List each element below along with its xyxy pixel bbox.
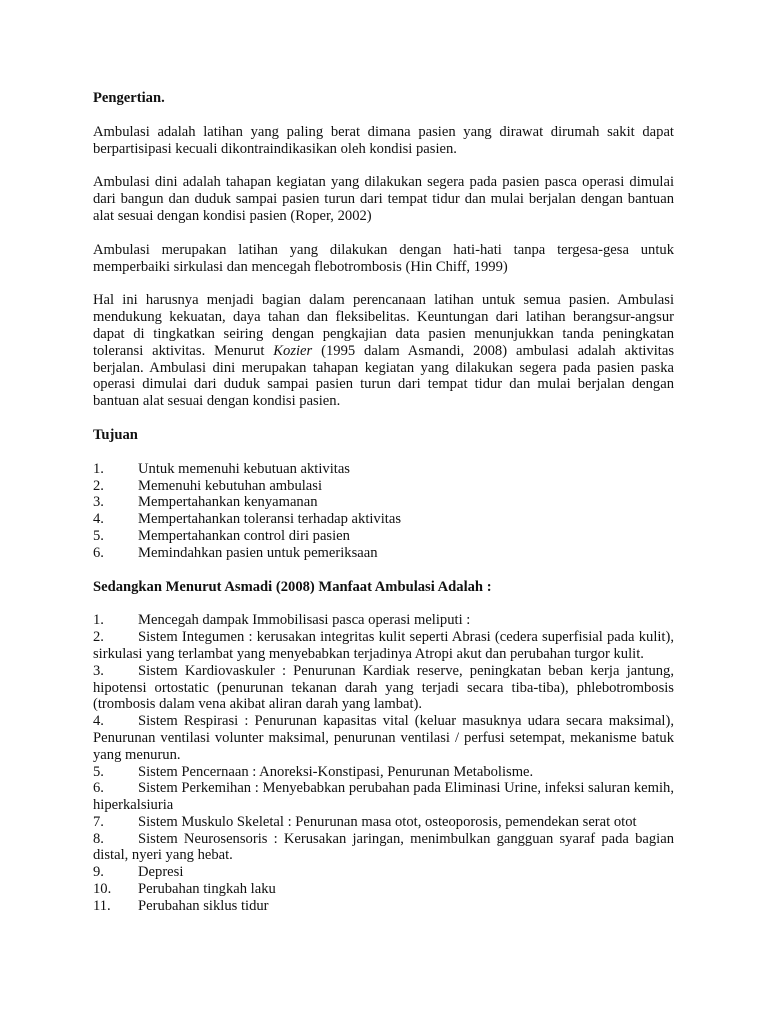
list-item bbox=[93, 814, 674, 831]
list-item-text: Sistem Neurosensoris : Kerusakan jaringan, menimbulkan gangguan syaraf pada bagian distal, nyeri yang hebat. bbox=[93, 830, 674, 864]
paragraph-4-part-a: Hal ini harusnya menjadi bagian dalam perencanaan latihan untuk semua pasien. Ambulasi mendukung kekuatan, daya tahan dan fleksibelitas. Keuntungan dari latihan berangsur-angsur dapat di tingkatkan seiring dengan pengkajian data pasien menunjukkan tanda peningkatan toleransi aktivitas. Menurut bbox=[93, 292, 674, 359]
list-item-text: Memindahkan pasien untuk pemeriksaan bbox=[138, 544, 378, 561]
list-item-text: Perubahan tingkah laku bbox=[138, 881, 276, 898]
list-item-text: Memenuhi kebutuhan ambulasi bbox=[138, 477, 323, 494]
list-item-number: 7. bbox=[93, 813, 104, 830]
list-item-text: Untuk memenuhi kebutuan aktivitas bbox=[138, 460, 350, 477]
list-item-text: Mempertahankan kenyamanan bbox=[138, 494, 318, 511]
list-item-text: Sistem Respirasi : Penurunan kapasitas vital (keluar masuknya udara secara maksimal), Penurunan ventilasi volunter maksimal, penurunan ventilasi / perfusi setempat, mekanisme batuk yang menurun. bbox=[93, 713, 674, 763]
paragraph-4 bbox=[93, 292, 674, 410]
list-item-number: 10. bbox=[93, 881, 112, 898]
list-item-number: 5. bbox=[93, 527, 104, 544]
paragraph-4-part-b: (1995 dalam Asmandi, 2008) ambulasi adalah aktivitas berjalan. Ambulasi dini merupakan tahapan kegiatan yang dilakukan segera pada pasien paska operasi dimulai dari duduk sampai pasien turun dari tempat tidur dan mulai berjalan dengan bantuan alat sesuai dengan kondisi pasien. bbox=[93, 342, 674, 410]
tujuan-list bbox=[93, 461, 674, 562]
list-item-number: 11. bbox=[93, 897, 111, 914]
list-item-number: 4. bbox=[93, 713, 104, 730]
heading-manfaat: Sedangkan Menurut Asmadi (2008) Manfaat Ambulasi Adalah : bbox=[93, 578, 492, 595]
list-item bbox=[93, 764, 674, 781]
list-item bbox=[93, 494, 674, 511]
list-item bbox=[93, 831, 674, 865]
list-item-number: 6. bbox=[93, 780, 104, 797]
list-item bbox=[93, 612, 674, 629]
list-item-text: Sistem Pencernaan : Anoreksi-Konstipasi, Penurunan Metabolisme. bbox=[138, 763, 534, 780]
list-item-number: 1. bbox=[93, 612, 104, 629]
list-item bbox=[93, 713, 674, 763]
list-item bbox=[93, 780, 674, 814]
list-item-number: 5. bbox=[93, 763, 104, 780]
list-item-number: 1. bbox=[93, 460, 104, 477]
list-item-text: Mempertahankan control diri pasien bbox=[138, 527, 350, 544]
list-item-text: Sistem Kardiovaskuler : Penurunan Kardiak reserve, peningkatan beban kerja jantung, hipotensi ortostatic (penurunan tekanan darah yang terjadi secara tiba-tiba), phlebotrombosis (trombosis dalam vena akibat aliran darah yang lambat). bbox=[93, 662, 674, 713]
list-item-number: 8. bbox=[93, 830, 104, 847]
list-item-text: Mempertahankan toleransi terhadap aktivitas bbox=[138, 511, 401, 528]
list-item-text: Depresi bbox=[138, 864, 184, 881]
list-item-text: Mencegah dampak Immobilisasi pasca operasi meliputi : bbox=[138, 612, 471, 629]
list-item-number: 2. bbox=[93, 477, 104, 494]
list-item bbox=[93, 528, 674, 545]
list-item bbox=[93, 864, 674, 881]
list-item bbox=[93, 511, 674, 528]
list-item-number: 9. bbox=[93, 864, 104, 881]
paragraph-4-italic: Kozier bbox=[273, 342, 313, 359]
list-item bbox=[93, 478, 674, 495]
list-item-number: 2. bbox=[93, 629, 104, 646]
heading-pengertian: Pengertian. bbox=[93, 90, 165, 106]
heading-tujuan: Tujuan bbox=[93, 426, 138, 443]
document-page bbox=[93, 90, 674, 915]
paragraph-1: Ambulasi adalah latihan yang paling berat dimana pasien yang dirawat dirumah sakit dapat berpartisipasi kecuali dikontraindikasikan oleh kondisi pasien. bbox=[93, 123, 674, 157]
list-item bbox=[93, 629, 674, 663]
list-item-number: 3. bbox=[93, 494, 104, 511]
list-item bbox=[93, 545, 674, 562]
list-item-text: Sistem Perkemihan : Menyebabkan perubahan pada Eliminasi Urine, infeksi saluran kemih, hiperkalsiuria bbox=[93, 780, 674, 814]
list-item bbox=[93, 898, 674, 915]
list-item-number: 6. bbox=[93, 544, 104, 561]
list-item bbox=[93, 881, 674, 898]
list-item bbox=[93, 461, 674, 478]
manfaat-list bbox=[93, 612, 674, 914]
list-item-text: Perubahan siklus tidur bbox=[138, 897, 269, 914]
paragraph-3: Ambulasi merupakan latihan yang dilakukan dengan hati-hati tanpa tergesa-gesa untuk memperbaiki sirkulasi dan mencegah flebotrombosis (Hin Chiff, 1999) bbox=[93, 241, 674, 275]
list-item-number: 4. bbox=[93, 511, 104, 528]
paragraph-2: Ambulasi dini adalah tahapan kegiatan yang dilakukan segera pada pasien pasca operasi dimulai dari bangun dan duduk sampai pasien turun dari tempat tidur dan mulai berjalan dengan bantuan alat sesuai dengan kondisi pasien (Roper, 2002) bbox=[93, 174, 674, 224]
list-item-text: Sistem Muskulo Skeletal : Penurunan masa otot, osteoporosis, pemendekan serat otot bbox=[138, 813, 637, 830]
list-item bbox=[93, 663, 674, 713]
list-item-number: 3. bbox=[93, 662, 104, 679]
list-item-text: Sistem Integumen : kerusakan integritas kulit seperti Abrasi (cedera superfisial pada kulit), sirkulasi yang terlambat yang menyebabkan terjadinya Atropi akut dan perubahan turgor kulit. bbox=[93, 629, 674, 662]
